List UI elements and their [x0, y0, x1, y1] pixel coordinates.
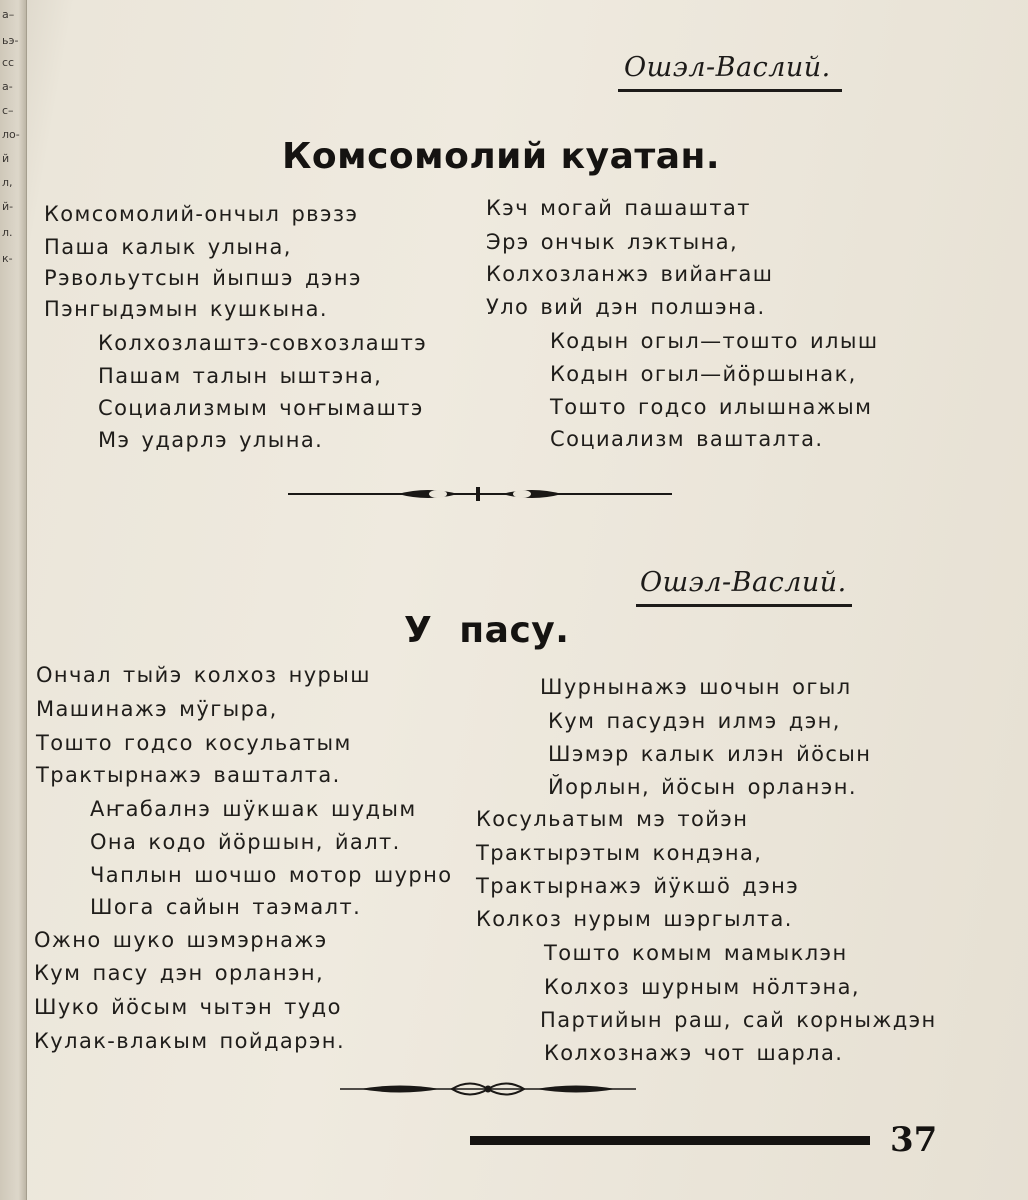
verse-line: Шурнынажэ шочын огыл — [540, 675, 852, 699]
gutter-fragment: л, — [2, 176, 13, 189]
gutter-fragment: л. — [2, 226, 13, 239]
verse-line: Она кодо йӧршын, йалт. — [90, 830, 401, 854]
verse-line: Косульатым мэ тойэн — [476, 807, 749, 831]
verse-line: Тошто годсо косульатым — [36, 731, 352, 755]
verse-line: Кулак-влакым пойдарэн. — [34, 1029, 346, 1053]
verse-line: Уло вий дэн полшэна. — [486, 295, 766, 319]
verse-line: Шэмэр калык илэн йӧсын — [548, 742, 872, 766]
verse-line: Эрэ ончык лэктына, — [486, 230, 739, 254]
gutter-fragment: ло- — [2, 128, 20, 141]
verse-line: Мэ ударлэ улына. — [98, 428, 324, 452]
verse-line: Кум пасу дэн орланэн, — [34, 961, 325, 985]
verse-line: Колхозланжэ вийаҥаш — [486, 262, 774, 286]
verse-line: Шога сайын таэмалт. — [90, 895, 362, 919]
poem-1-author-rule — [618, 89, 842, 92]
verse-line: Кодын огыл—тошто илыш — [550, 329, 879, 353]
verse-line: Рэвольутсын йыпшэ дэнэ — [44, 266, 362, 290]
gutter-fragment: й- — [2, 200, 14, 213]
verse-line: Трактырэтым кондэна, — [476, 841, 763, 865]
poem-1-author: Ошэл-Васлий. — [624, 52, 831, 83]
verse-line: Колхозлаштэ-совхозлаштэ — [98, 331, 428, 355]
verse-line: Социализм вашталта. — [550, 427, 824, 451]
gutter-fragment: к- — [2, 252, 13, 265]
gutter-fragment: сс — [2, 56, 15, 69]
verse-line: Кум пасудэн илмэ дэн, — [548, 709, 841, 733]
verse-line: Пэнгыдэмын кушкына. — [44, 297, 328, 321]
poem-1-title: Комсомолий куатан. — [282, 136, 721, 177]
verse-line: Трактырнажэ йӱкшӧ дэнэ — [476, 874, 800, 898]
verse-line: Тошто комым мамыклэн — [544, 941, 848, 965]
gutter-fragment: ьэ- — [2, 34, 19, 47]
verse-line: Чаплын шочшо мотор шурно — [90, 863, 453, 887]
gutter-fragment: а- — [2, 80, 13, 93]
verse-line: Трактырнажэ вашталта. — [36, 763, 341, 787]
gutter-fragment: а– — [2, 8, 15, 21]
verse-line: Машинажэ мӱгыра, — [36, 697, 278, 721]
verse-line: Паша калык улына, — [44, 235, 292, 259]
ornament-flourish — [340, 1078, 636, 1100]
ornament-divider — [288, 484, 672, 504]
verse-line: Партийын раш, сай корныждэн — [540, 1008, 937, 1032]
verse-line: Пашам талын ыштэна, — [98, 364, 383, 388]
poem-2-title: У пасу. — [404, 610, 570, 651]
verse-line: Аҥабалнэ шӱкшак шудым — [90, 797, 417, 821]
verse-line: Комсомолий-ончыл рвэзэ — [44, 202, 359, 226]
verse-line: Колхознажэ чот шарла. — [544, 1041, 844, 1065]
verse-line: Тошто годсо илышнажым — [550, 395, 873, 419]
poem-2-author: Ошэл-Васлий. — [640, 567, 847, 598]
verse-line: Социализмым чоҥымаштэ — [98, 396, 424, 420]
gutter-fragment: й — [2, 152, 10, 165]
facing-page-edge — [0, 0, 27, 1200]
verse-line: Кэч могай пашаштат — [486, 196, 751, 220]
poem-2-author-rule — [636, 604, 852, 607]
page-number: 37 — [890, 1120, 938, 1160]
verse-line: Колхоз шурным нӧлтэна, — [544, 975, 860, 999]
verse-line: Ончал тыйэ колхоз нурыш — [36, 663, 371, 687]
verse-line: Кодын огыл—йӧршынак, — [550, 362, 857, 386]
verse-line: Йорлын, йӧсын орланэн. — [548, 775, 857, 799]
verse-line: Ожно шуко шэмэрнажэ — [34, 928, 328, 952]
verse-line: Колкоз нурым шэргылта. — [476, 907, 793, 931]
footer-rule — [470, 1136, 870, 1145]
verse-line: Шуко йӧсым чытэн тудо — [34, 995, 342, 1019]
gutter-fragment: с– — [2, 104, 14, 117]
